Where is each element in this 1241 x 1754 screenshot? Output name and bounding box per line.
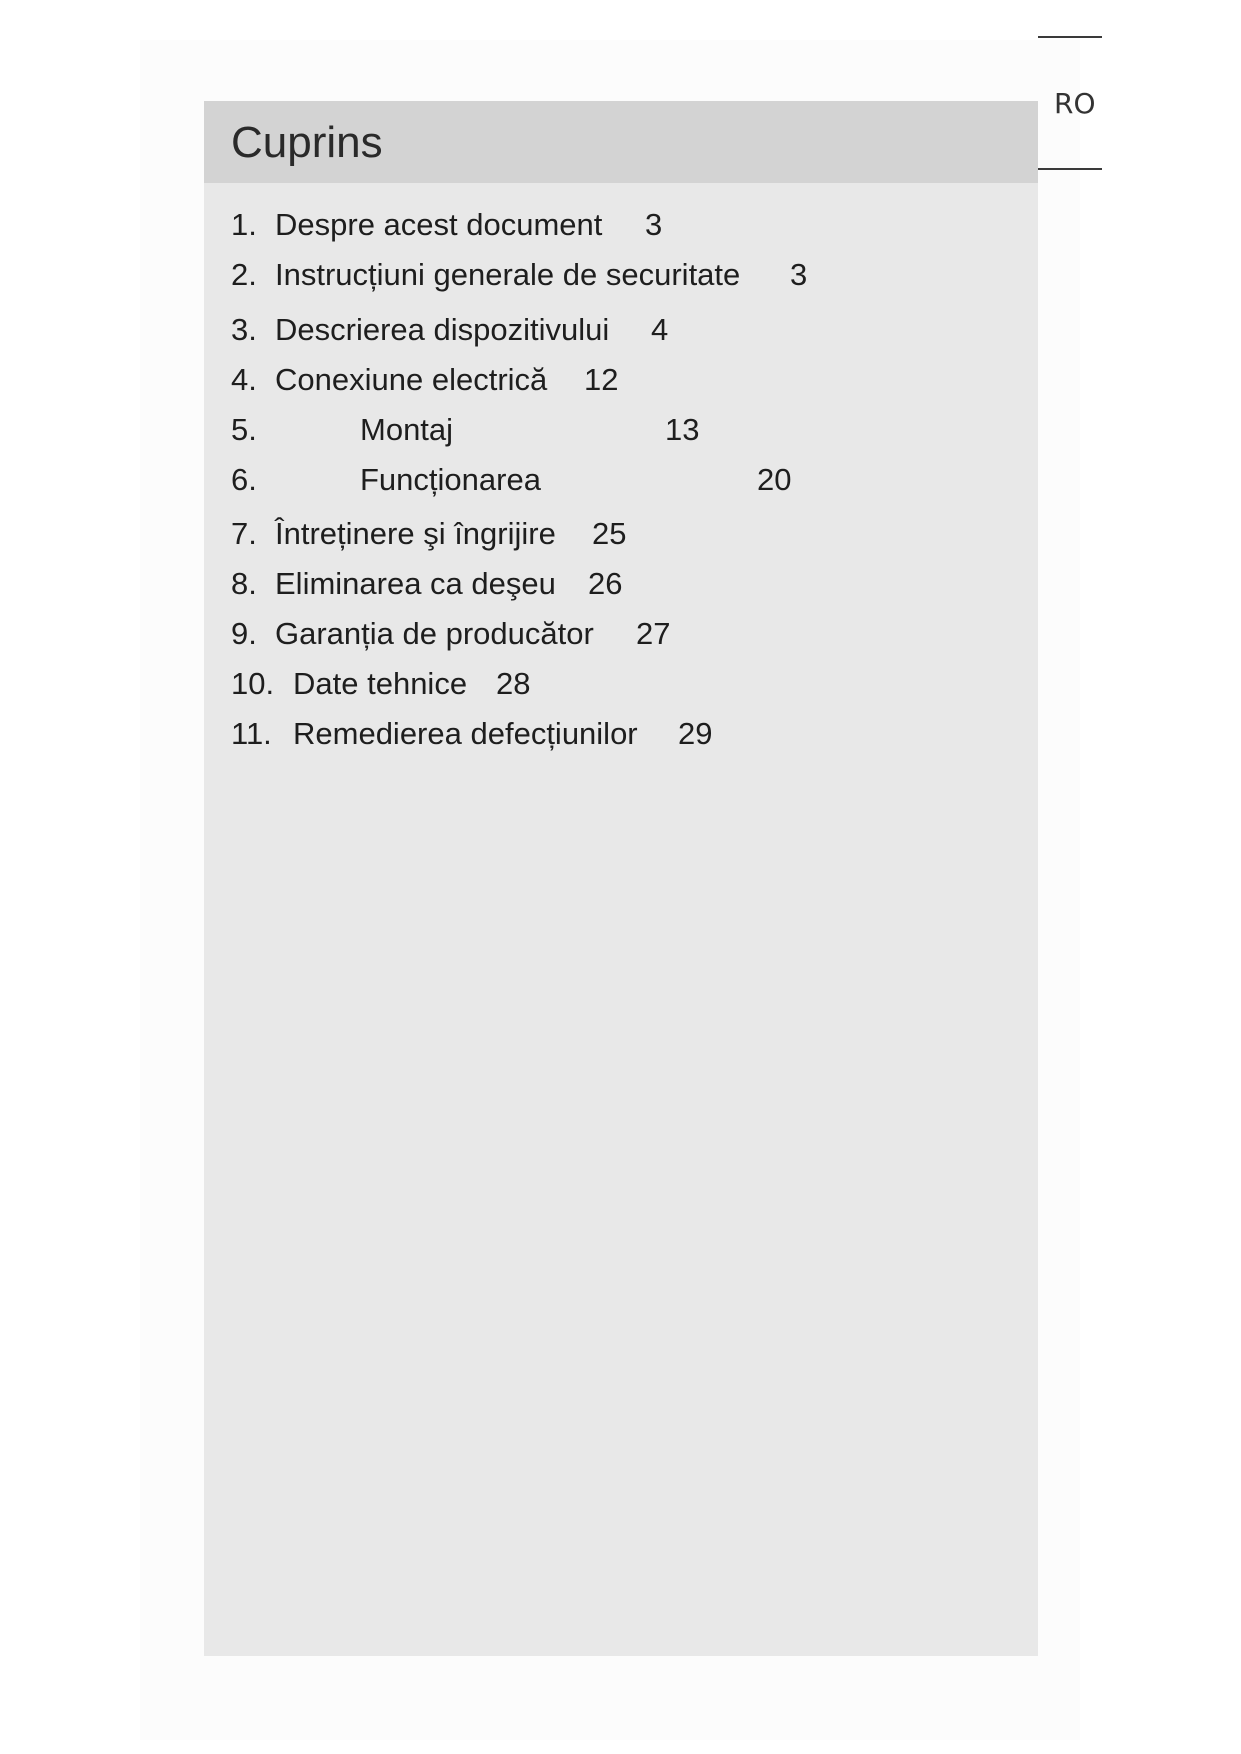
toc-entry-number: 7. (231, 516, 257, 551)
language-tab-bottom-rule (1038, 168, 1102, 170)
toc-entry-page: 4 (651, 312, 669, 347)
toc-entry-page: 26 (588, 566, 623, 601)
toc-entry-number: 5. (231, 412, 257, 447)
page-title: Cuprins (231, 118, 383, 167)
toc-entry-page: 28 (496, 666, 531, 701)
toc-entry-number: 1. (231, 207, 257, 242)
toc-entry-number: 9. (231, 616, 257, 651)
toc-entry-number: 3. (231, 312, 257, 347)
toc-entry-title: Eliminarea ca deşeu (275, 566, 556, 601)
toc-entry-page: 27 (636, 616, 671, 651)
toc-entry-page: 20 (757, 462, 792, 497)
toc-entry-number: 6. (231, 462, 257, 497)
toc-header (204, 101, 1038, 183)
language-label: RO (1054, 87, 1096, 120)
toc-entry-title: Instrucțiuni generale de securitate (275, 257, 741, 292)
toc-entry-title: Descrierea dispozitivului (275, 312, 610, 347)
toc-entry-number: 4. (231, 362, 257, 397)
toc-entry-number: 2. (231, 257, 257, 292)
toc-entry-title: Funcționarea (360, 462, 541, 497)
toc-entry-page: 25 (592, 516, 627, 551)
language-tab (1038, 36, 1102, 170)
toc-entry-page: 12 (584, 362, 619, 397)
toc-entry-title: Garanția de producător (275, 616, 594, 651)
toc-entry-title: Date tehnice (293, 666, 468, 701)
toc-entry-page: 3 (790, 257, 808, 292)
toc-entry-page: 3 (645, 207, 663, 242)
toc-entry-title: Conexiune electrică (275, 362, 548, 397)
toc-entry-page: 13 (665, 412, 700, 447)
toc-entry-page: 29 (678, 716, 713, 751)
toc-entry-number: 10. (231, 666, 275, 701)
toc-entry-title: Întreținere şi îngrijire (275, 516, 556, 551)
toc-entry-title: Despre acest document (275, 207, 603, 242)
toc-entry-title: Remedierea defecțiunilor (293, 716, 638, 751)
toc-entry-number: 8. (231, 566, 257, 601)
language-tab-top-rule (1038, 36, 1102, 38)
toc-entry-title: Montaj (360, 412, 454, 447)
toc-entry-number: 11. (231, 716, 272, 751)
